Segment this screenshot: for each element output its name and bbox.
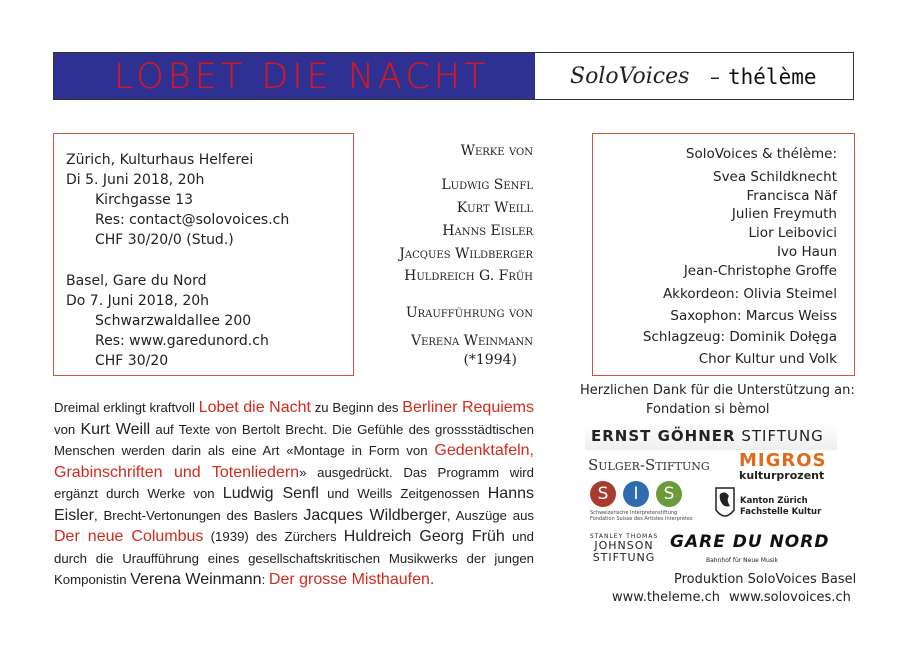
description-text: und Weills Zeitgenossen (318, 486, 488, 501)
description-text: , Auszüge aus (446, 507, 534, 523)
description-text: zu Beginn des (310, 400, 403, 415)
description-text: und durch die Uraufführung eines gesellschaftskritischen Musikwerks der jungen Komponistin (54, 529, 535, 587)
composer-frueh: Huldreich G. Früh (404, 268, 533, 284)
works-heading: Werke von (460, 143, 533, 159)
composer-name-highlight: Kurt Weill (80, 420, 151, 438)
work-title-highlight: Berliner Requiems (402, 399, 534, 416)
program-description (54, 397, 534, 591)
description-text: von (54, 421, 81, 437)
banner-blue-panel (54, 53, 535, 99)
lion-crest-icon (712, 484, 738, 526)
sulger-stiftung-logo: Sulger-Stiftung (588, 456, 710, 474)
kanton-text-2: Fachstelle Kultur (740, 507, 822, 517)
sis-s-icon: S (590, 481, 616, 507)
work-title-highlight: Lobet die Nacht (198, 399, 311, 416)
solovoices-logo-text: SoloVoices (570, 64, 690, 89)
migros-subtitle: kulturprozent (739, 469, 825, 482)
description-text: Dreimal erklingt kraftvoll (54, 400, 199, 415)
composer-eisler: Hanns Eisler (442, 223, 533, 239)
johnson-stiftung-logo: STANLEY THOMAS JOHNSON STIFTUNG (589, 533, 659, 564)
venue-basel-name: Basel, Gare du Nord (66, 273, 207, 289)
sis-caption: Schweizerische Interpretenstiftung Fondation Suisse des Artistes Interprètes (590, 510, 693, 522)
cast-instrument: Saxophon: Marcus Weiss (670, 308, 837, 324)
banner-ensemble-panel (536, 53, 853, 99)
premiere-year: (*1994) (463, 352, 517, 368)
venue-basel-date: Do 7. Juni 2018, 20h (66, 293, 210, 309)
gare-du-nord-word: GARE DU NORD (670, 532, 830, 552)
theleme-logo-text: thélème (728, 65, 817, 89)
cast-singer: Ivo Haun (776, 244, 837, 260)
venue-zurich-price: CHF 30/20/0 (Stud.) (95, 232, 234, 248)
work-title-highlight: Der neue Columbus (54, 528, 204, 545)
migros-kulturprozent-logo (739, 450, 827, 482)
composer-senfl: Ludwig Senfl (441, 177, 533, 193)
description-text: : (261, 572, 269, 587)
migros-word: MIGROS (739, 450, 827, 471)
work-title-highlight: Der grosse Misthaufen. (268, 571, 435, 588)
composer-name-highlight: Ludwig Senfl (222, 485, 319, 502)
theleme-website-link[interactable]: www.theleme.ch (612, 590, 720, 605)
title-banner (53, 52, 854, 100)
concert-title: LOBET DIE NACHT (114, 57, 490, 97)
production-credit: Produktion SoloVoices Basel (674, 572, 857, 587)
sis-s2-icon: S (656, 481, 682, 507)
solovoices-website-link[interactable]: www.solovoices.ch (729, 590, 851, 605)
kanton-text-1: Kanton Zürich (740, 496, 808, 506)
ernst-goehner-logo (585, 424, 837, 450)
gare-du-nord-logo (670, 532, 830, 552)
cast-singer: Jean-Christophe Groffe (683, 263, 837, 279)
gare-du-nord-subtitle: Bahnhof für Neue Musik (706, 557, 779, 564)
description-text: , Brecht-Vertonungen des Baslers (94, 507, 304, 523)
sis-i-icon: I (623, 481, 649, 507)
composer-name-highlight: Huldreich Georg Früh (343, 528, 505, 545)
premiere-heading: Uraufführung von (405, 305, 533, 321)
goehner-rest-text: STIFTUNG (735, 427, 824, 445)
cast-choir: Chor Kultur und Volk (698, 351, 837, 367)
goehner-bold-text: ERNST GÖHNER (591, 427, 736, 445)
cast-singer: Francisca Näf (746, 188, 837, 204)
cast-singer: Svea Schildknecht (713, 169, 837, 185)
description-text: » ausgedrückt. Das Programm wird ergänzt durch Werke von (54, 464, 534, 501)
venue-basel-price: CHF 30/20 (95, 353, 169, 369)
venue-zurich-date: Di 5. Juni 2018, 20h (66, 172, 205, 188)
thanks-line: Herzlichen Dank für die Unterstützung an: (580, 383, 855, 398)
thanks-sponsor: Fondation si bèmol (646, 402, 770, 417)
work-title-highlight: Gedenktafeln, Grabinschriften und Totenliedern (54, 442, 534, 481)
cast-singer: Julien Freymuth (731, 206, 837, 222)
composer-name-highlight: Verena Weinmann (130, 571, 262, 588)
description-text: (1939) des Zürchers (203, 529, 344, 544)
composer-weill: Kurt Weill (456, 200, 533, 216)
venue-basel-address: Schwarzwaldallee 200 (95, 313, 252, 329)
composer-name-highlight: Hanns Eisler (54, 485, 534, 524)
composer-name-highlight: Jacques Wildberger (303, 506, 447, 524)
composer-wildberger: Jacques Wildberger (399, 246, 533, 262)
cast-instrument: Schlagzeug: Dominik Dołęga (642, 329, 837, 345)
venue-box (53, 133, 354, 376)
banner-dash: – (710, 65, 720, 89)
venue-zurich-address: Kirchgasse 13 (95, 192, 194, 208)
cast-instrument: Akkordeon: Olivia Steimel (662, 286, 837, 302)
cast-singer: Lior Leibovici (748, 225, 837, 241)
venue-zurich-reservation: Res: contact@solovoices.ch (95, 212, 290, 228)
venue-basel-reservation: Res: www.garedunord.ch (95, 333, 269, 349)
premiere-composer: Verena Weinmann (410, 333, 533, 349)
venue-zurich-name: Zürich, Kulturhaus Helferei (66, 152, 254, 168)
cast-heading: SoloVoices & thélème: (685, 146, 837, 162)
kanton-zuerich-logo (712, 484, 842, 526)
description-text: auf Texte von Bertolt Brecht. Die Gefühle des grossstädtischen Menschen werden darin als eine Art «Montage in Form von (54, 421, 534, 458)
